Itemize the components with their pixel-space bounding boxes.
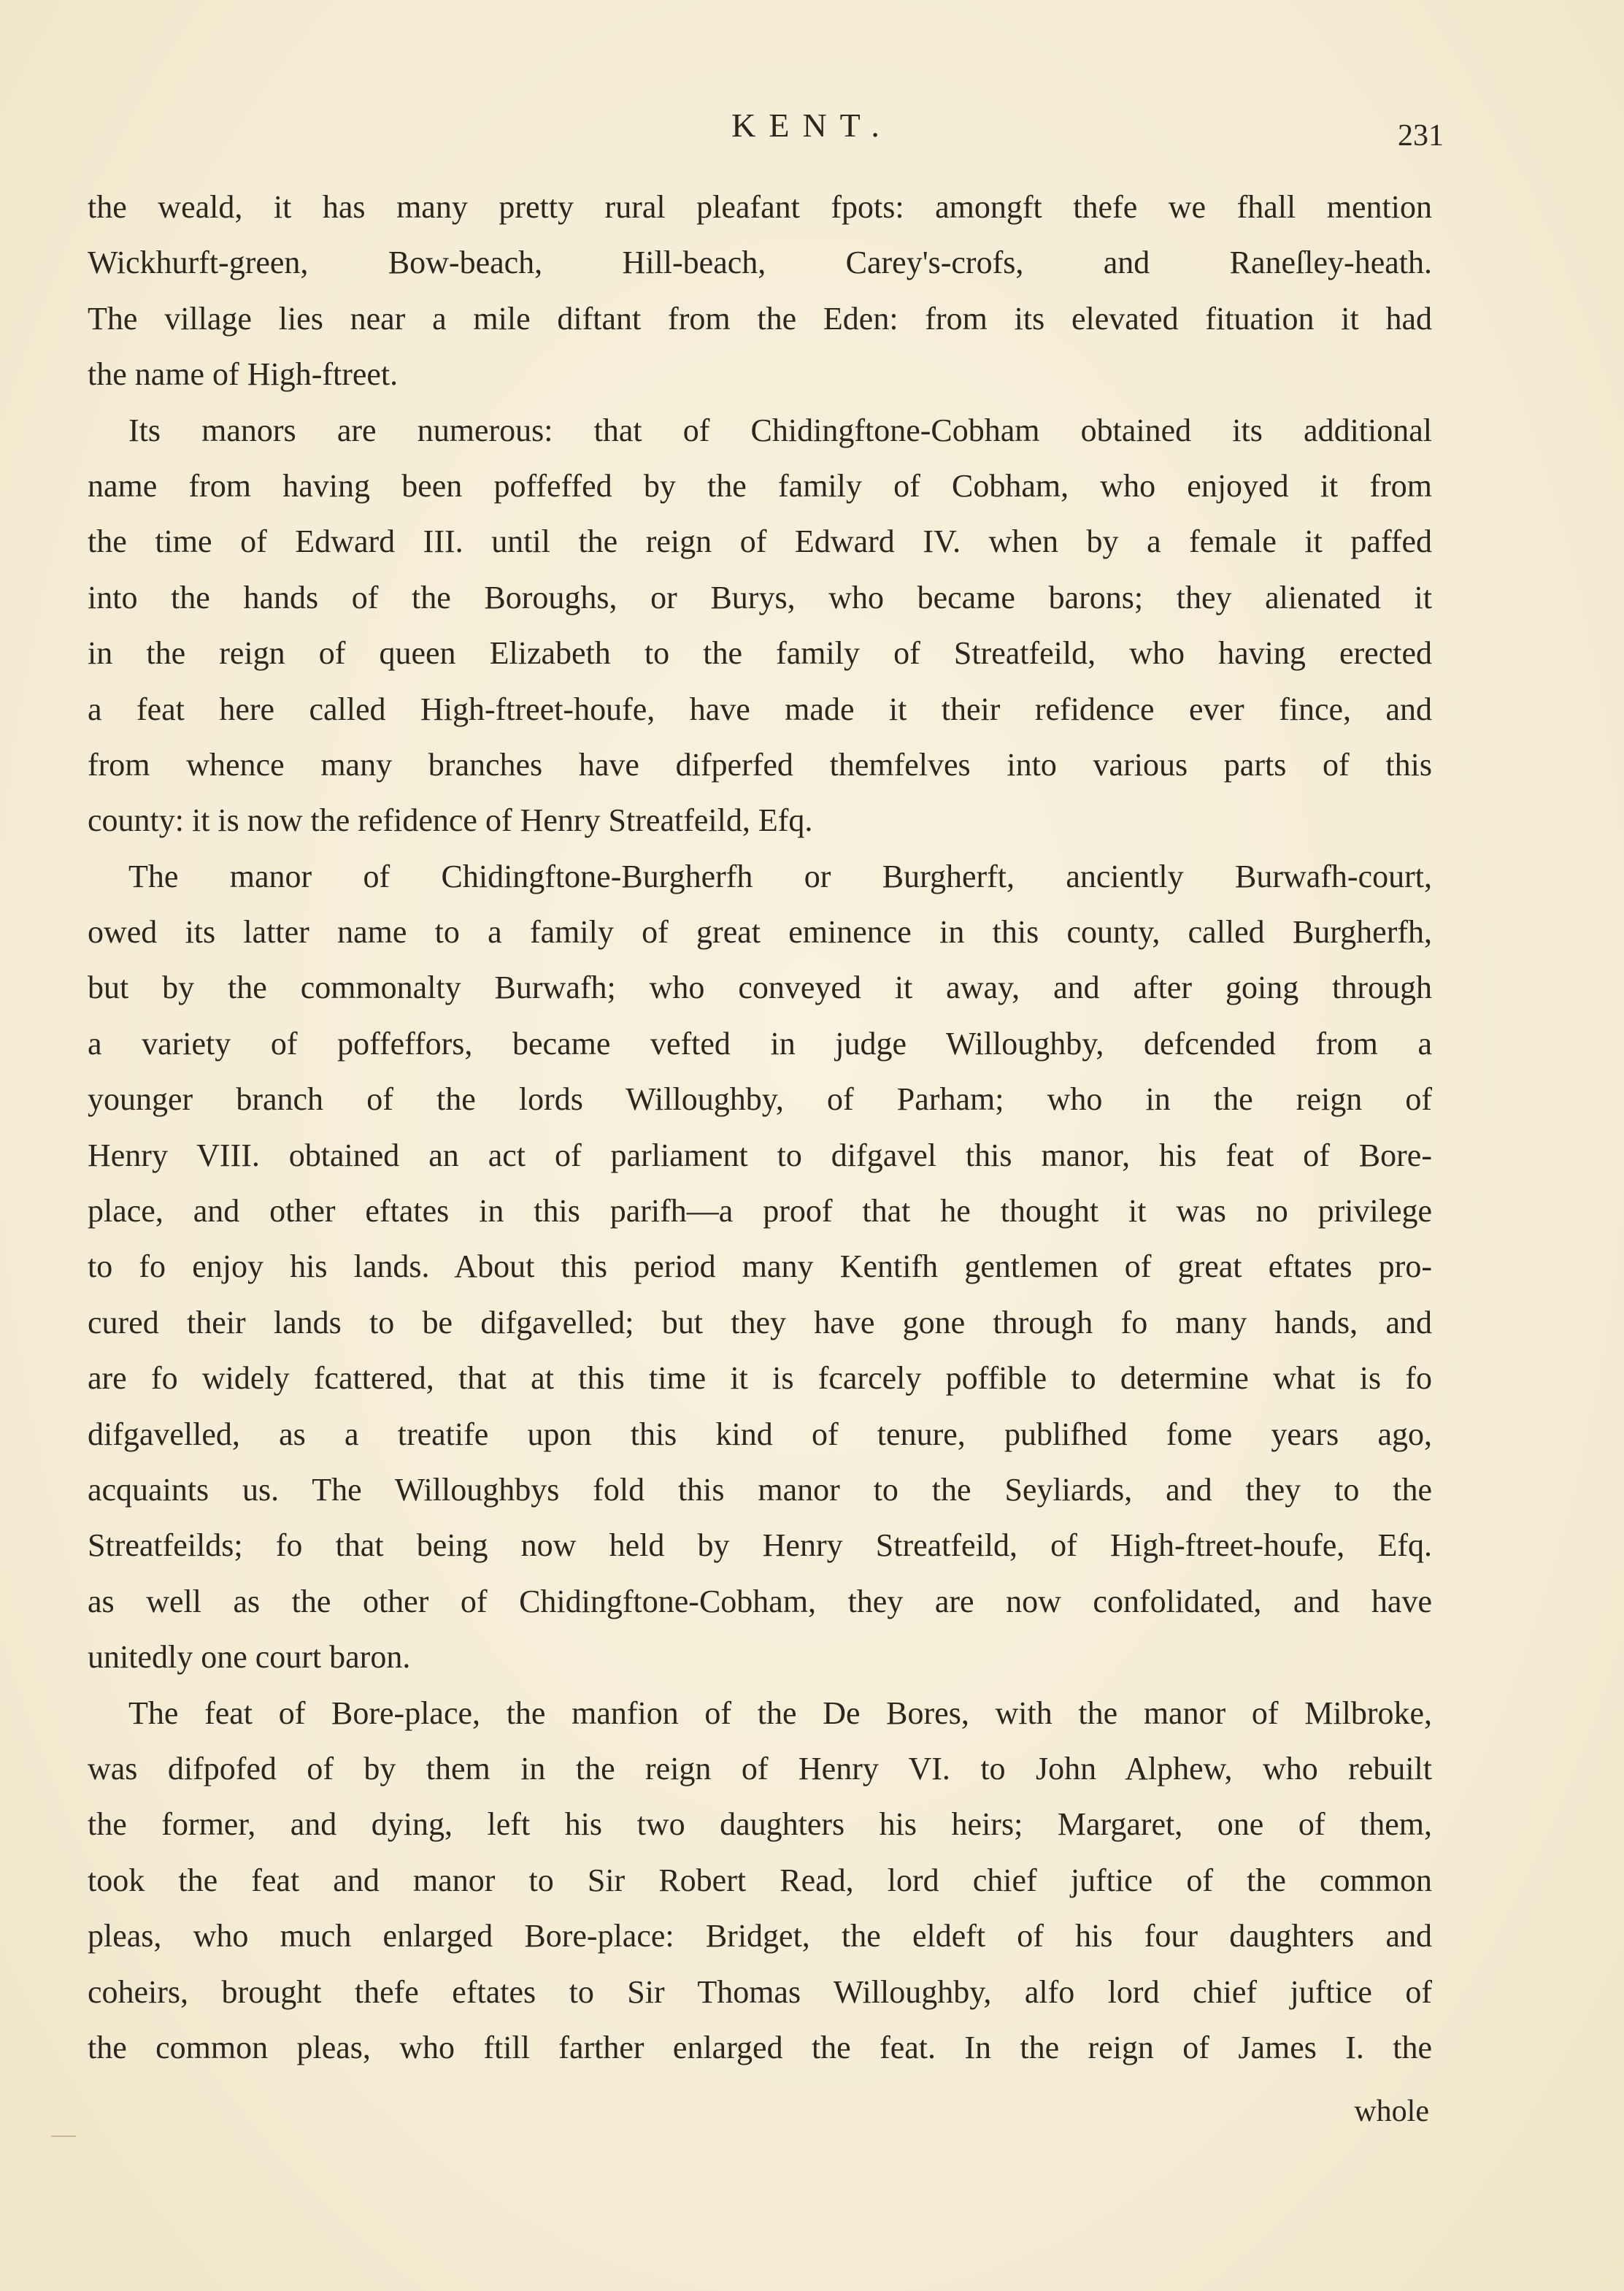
text-line: the weald, it has many pretty rural pleafant fpots: amongft thefe we fhall mention bbox=[88, 189, 1432, 225]
text-line: The village lies near a mile diftant from the Eden: from its elevated fituation it had bbox=[88, 300, 1432, 337]
text-line: pleas, who much enlarged Bore-place: Bridget, the eldeft of his four daughters and bbox=[88, 1918, 1432, 1954]
text-line: the name of High-ftreet. bbox=[88, 356, 399, 393]
text-line: Henry VIII. obtained an act of parliament to difgavel this manor, his feat of Bore- bbox=[88, 1137, 1432, 1173]
text-line: a feat here called High-ftreet-houfe, have made it their refidence ever fince, and bbox=[88, 691, 1432, 727]
ink-mark bbox=[51, 2135, 76, 2137]
text-line: The feat of Bore-place, the manfion of the De Bores, with the manor of Milbroke, bbox=[128, 1695, 1432, 1731]
text-line: are fo widely fcattered, that at this time it is fcarcely poffible to determine what is fo bbox=[88, 1360, 1432, 1397]
text-line: cured their lands to be difgavelled; but they have gone through fo many hands, and bbox=[88, 1304, 1432, 1340]
running-title: KENT. bbox=[731, 107, 893, 144]
text-line: Streatfeilds; fo that being now held by Henry Streatfeild, of High-ftreet-houfe, Efq. bbox=[88, 1527, 1432, 1564]
text-line: Wickhurft-green, Bow-beach, Hill-beach, Carey's-crofs, and Raneſley-heath. bbox=[88, 245, 1432, 281]
text-line: to fo enjoy his lands. About this period many Kentifh gentlemen of great eftates pro- bbox=[88, 1248, 1432, 1285]
text-line: from whence many branches have difperfed themfelves into various parts of this bbox=[88, 746, 1432, 783]
text-line: county: it is now the refidence of Henry Streatfeild, Efq. bbox=[88, 802, 813, 839]
text-line: place, and other eftates in this parifh—a proof that he thought it was no privilege bbox=[88, 1193, 1432, 1229]
text-line: as well as the other of Chidingftone-Cobham, they are now confolidated, and have bbox=[88, 1583, 1432, 1619]
text-line: was difpofed of by them in the reign of Henry VI. to John Alphew, who rebuilt bbox=[88, 1750, 1432, 1787]
text-line: younger branch of the lords Willoughby, of Parham; who in the reign of bbox=[88, 1081, 1432, 1118]
text-line: took the feat and manor to Sir Robert Read, lord chief juftice of the common bbox=[88, 1862, 1432, 1898]
text-line: unitedly one court baron. bbox=[88, 1639, 411, 1676]
catchword: whole bbox=[1354, 2095, 1429, 2128]
text-line: name from having been poffeffed by the family of Cobham, who enjoyed it from bbox=[88, 467, 1432, 504]
page-number: 231 bbox=[1398, 119, 1444, 153]
text-line: owed its latter name to a family of great eminence in this county, called Burgherfh, bbox=[88, 914, 1432, 951]
text-line: Its manors are numerous: that of Chidingftone-Cobham obtained its additional bbox=[128, 412, 1432, 448]
text-line: the former, and dying, left his two daughters his heirs; Margaret, one of them, bbox=[88, 1806, 1432, 1843]
text-line: into the hands of the Boroughs, or Burys, who became barons; they alienated it bbox=[88, 579, 1432, 615]
text-line: the time of Edward III. until the reign of Edward IV. when by a female it paffed bbox=[88, 523, 1432, 560]
text-line: a variety of poffeffors, became vefted in judge Willoughby, defcended from a bbox=[88, 1025, 1432, 1062]
text-line: in the reign of queen Elizabeth to the family of Streatfeild, who having erected bbox=[88, 635, 1432, 672]
text-line: The manor of Chidingftone-Burgherfh or Burgherft, anciently Burwafh-court, bbox=[128, 858, 1432, 894]
text-line: coheirs, brought thefe eftates to Sir Thomas Willoughby, alfo lord chief juftice of bbox=[88, 1973, 1432, 2010]
body-text bbox=[88, 180, 1432, 2076]
text-line: difgavelled, as a treatife upon this kind of tenure, publifhed fome years ago, bbox=[88, 1416, 1432, 1452]
text-line: acquaints us. The Willoughbys fold this manor to the Seyliards, and they to the bbox=[88, 1471, 1432, 1508]
text-line: the common pleas, who ftill farther enlarged the feat. In the reign of James I. the bbox=[88, 2029, 1432, 2065]
text-line: but by the commonalty Burwafh; who conveyed it away, and after going through bbox=[88, 970, 1432, 1006]
